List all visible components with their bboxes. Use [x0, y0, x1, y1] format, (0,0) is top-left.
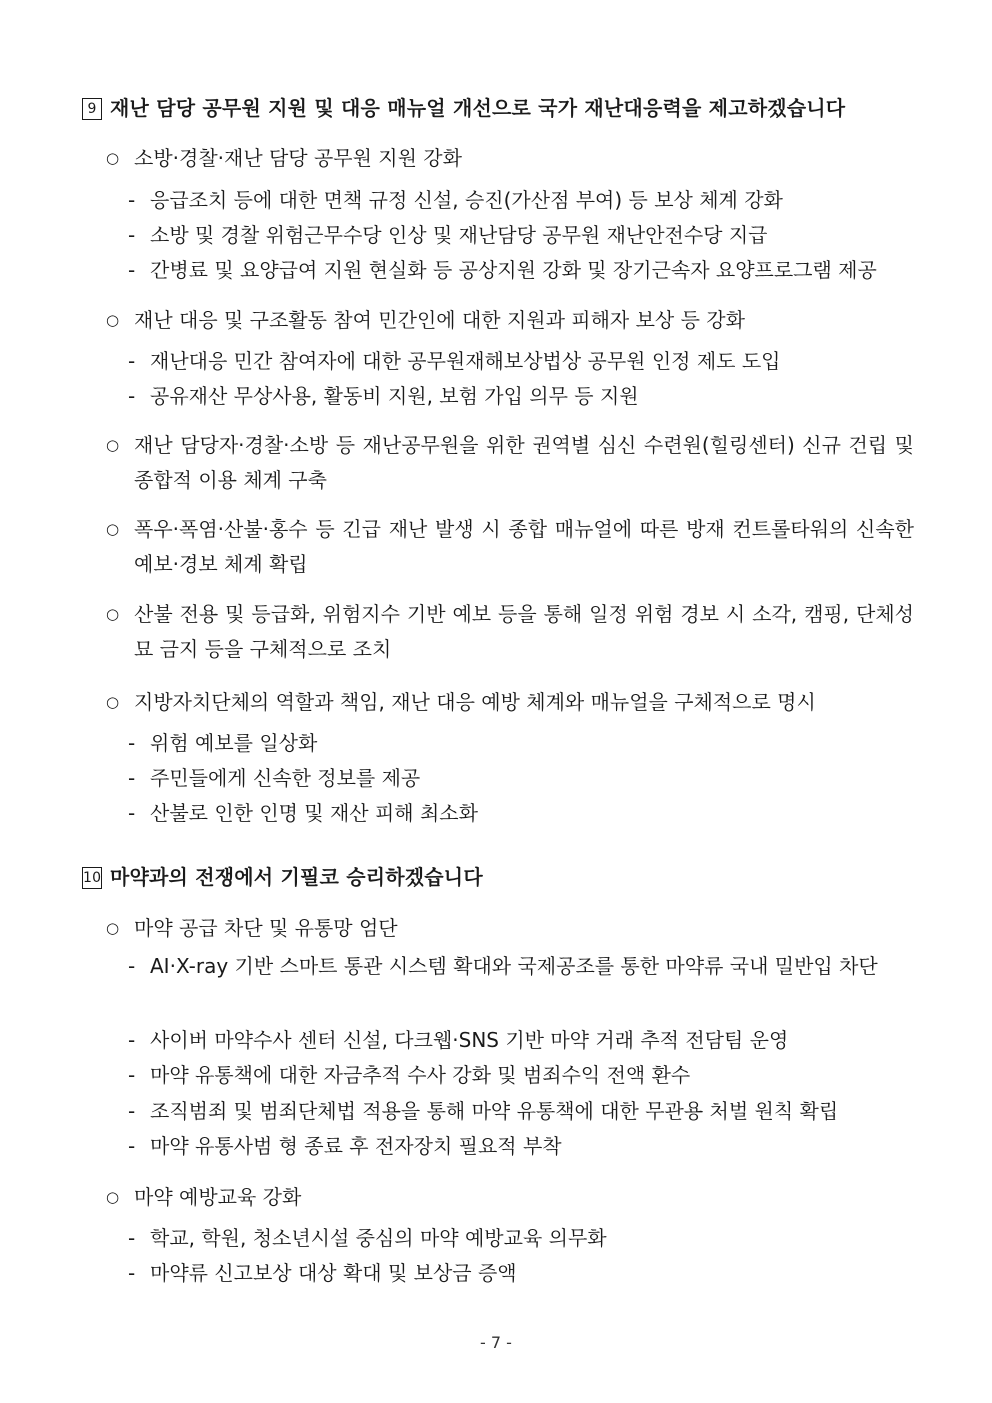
dash-mark: - [128, 801, 136, 825]
sub-item [128, 184, 783, 213]
dash-mark: - [128, 188, 136, 212]
sub-item-text: 응급조치 등에 대한 면책 규정 신설, 승진(가산점 부여) 등 보상 체계 강화 [150, 188, 783, 212]
sub-item [128, 1095, 838, 1124]
bullet-text: 마약 공급 차단 및 유통망 엄단 [134, 916, 398, 940]
bullet-text: 지방자치단체의 역할과 책임, 재난 대응 예방 체계와 매뉴얼을 구체적으로 명시 [134, 690, 816, 714]
sub-item-text: 간병료 및 요양급여 지원 현실화 등 공상지원 강화 및 장기근속자 요양프로그램 제공 [150, 258, 877, 282]
dash-mark: - [128, 766, 136, 790]
sub-item-text: 마약류 신고보상 대상 확대 및 보상금 증액 [150, 1261, 517, 1285]
bullet-mark: ○ [106, 311, 120, 329]
section-number-box: 9 [82, 98, 102, 120]
sub-item-text: 산불로 인한 인명 및 재산 피해 최소화 [150, 801, 478, 825]
dash-mark: - [128, 1099, 136, 1123]
sub-item-text: 공유재산 무상사용, 활동비 지원, 보험 가입 의무 등 지원 [150, 384, 639, 408]
sub-item-text: 사이버 마약수사 센터 신설, 다크웹·SNS 기반 마약 거래 추적 전담팀 운영 [150, 1028, 789, 1052]
sub-item [128, 1257, 517, 1286]
sub-item-text: 학교, 학원, 청소년시설 중심의 마약 예방교육 의무화 [150, 1226, 607, 1250]
bullet-text: 마약 예방교육 강화 [134, 1185, 302, 1209]
sub-item-text: 조직범죄 및 범죄단체법 적용을 통해 마약 유통책에 대한 무관용 처벌 원칙 확립 [150, 1099, 839, 1123]
sub-item [128, 1024, 788, 1053]
dash-mark: - [128, 731, 136, 755]
sub-item [128, 254, 877, 283]
sub-item-text: 마약 유통사범 형 종료 후 전자장치 필요적 부착 [150, 1134, 562, 1158]
sub-item-text: 소방 및 경찰 위험근무수당 인상 및 재난담당 공무원 재난안전수당 지급 [150, 223, 768, 247]
dash-mark: - [128, 1063, 136, 1087]
sub-item [128, 345, 780, 374]
sub-item [128, 949, 908, 984]
bullet-text: 폭우·폭염·산불·홍수 등 긴급 재난 발생 시 종합 매뉴얼에 따른 방재 컨트롤타워의 신속한 예보·경보 체계 확립 [134, 517, 914, 576]
sub-item-text: 재난대응 민간 참여자에 대한 공무원재해보상법상 공무원 인정 제도 도입 [150, 349, 781, 373]
bullet-mark: ○ [106, 919, 120, 937]
bullet-text: 재난 대응 및 구조활동 참여 민간인에 대한 지원과 피해자 보상 등 강화 [134, 308, 745, 332]
bullet-mark: ○ [106, 1188, 120, 1206]
sub-item [128, 219, 768, 248]
section-number-box: 10 [82, 867, 102, 889]
bullet-mark: ○ [106, 520, 120, 538]
sub-item-text: 마약 유통책에 대한 자금추적 수사 강화 및 범죄수익 전액 환수 [150, 1063, 691, 1087]
bullet-item [106, 428, 914, 498]
section-heading [82, 92, 845, 121]
bullet-item [106, 142, 462, 171]
sub-item [128, 797, 478, 826]
bullet-item [106, 597, 914, 667]
bullet-item [106, 1181, 301, 1210]
sub-item [128, 1130, 562, 1159]
sub-item-text: 주민들에게 신속한 정보를 제공 [150, 766, 421, 790]
section-heading [82, 861, 483, 890]
dash-mark: - [128, 349, 136, 373]
dash-mark: - [128, 258, 136, 282]
dash-mark: - [128, 1028, 136, 1052]
dash-mark: - [128, 1226, 136, 1250]
sub-item-text: 위험 예보를 일상화 [150, 731, 318, 755]
bullet-item [106, 686, 816, 715]
dash-mark: - [128, 1261, 136, 1285]
bullet-item [106, 304, 745, 333]
dash-mark: - [128, 223, 136, 247]
bullet-mark: ○ [106, 693, 120, 711]
bullet-text: 소방·경찰·재난 담당 공무원 지원 강화 [134, 146, 462, 170]
sub-item [128, 1059, 690, 1088]
sub-item [128, 1222, 607, 1251]
page-number: - 7 - [480, 1333, 512, 1352]
bullet-text: 산불 전용 및 등급화, 위험지수 기반 예보 등을 통해 일정 위험 경보 시 소각, 캠핑, 단체성묘 금지 등을 구체적으로 조치 [134, 602, 914, 661]
section-title: 재난 담당 공무원 지원 및 대응 매뉴얼 개선으로 국가 재난대응력을 제고하겠습니다 [110, 96, 846, 120]
dash-mark: - [128, 1134, 136, 1158]
bullet-text: 재난 담당자·경찰·소방 등 재난공무원을 위한 권역별 심신 수련원(힐링센터) 신규 건립 및 종합적 이용 체계 구축 [134, 433, 914, 492]
sub-item [128, 380, 639, 409]
dash-mark: - [128, 384, 136, 408]
bullet-item [106, 512, 914, 582]
bullet-mark: ○ [106, 436, 120, 454]
bullet-item [106, 912, 398, 941]
sub-item [128, 727, 317, 756]
sub-item-text: AI·X-ray 기반 스마트 통관 시스템 확대와 국제공조를 통한 마약류 국내 밀반입 차단 [150, 954, 878, 978]
section-title: 마약과의 전쟁에서 기필코 승리하겠습니다 [110, 865, 483, 889]
bullet-mark: ○ [106, 149, 120, 167]
sub-item [128, 762, 420, 791]
dash-mark: - [128, 954, 136, 978]
bullet-mark: ○ [106, 605, 120, 623]
